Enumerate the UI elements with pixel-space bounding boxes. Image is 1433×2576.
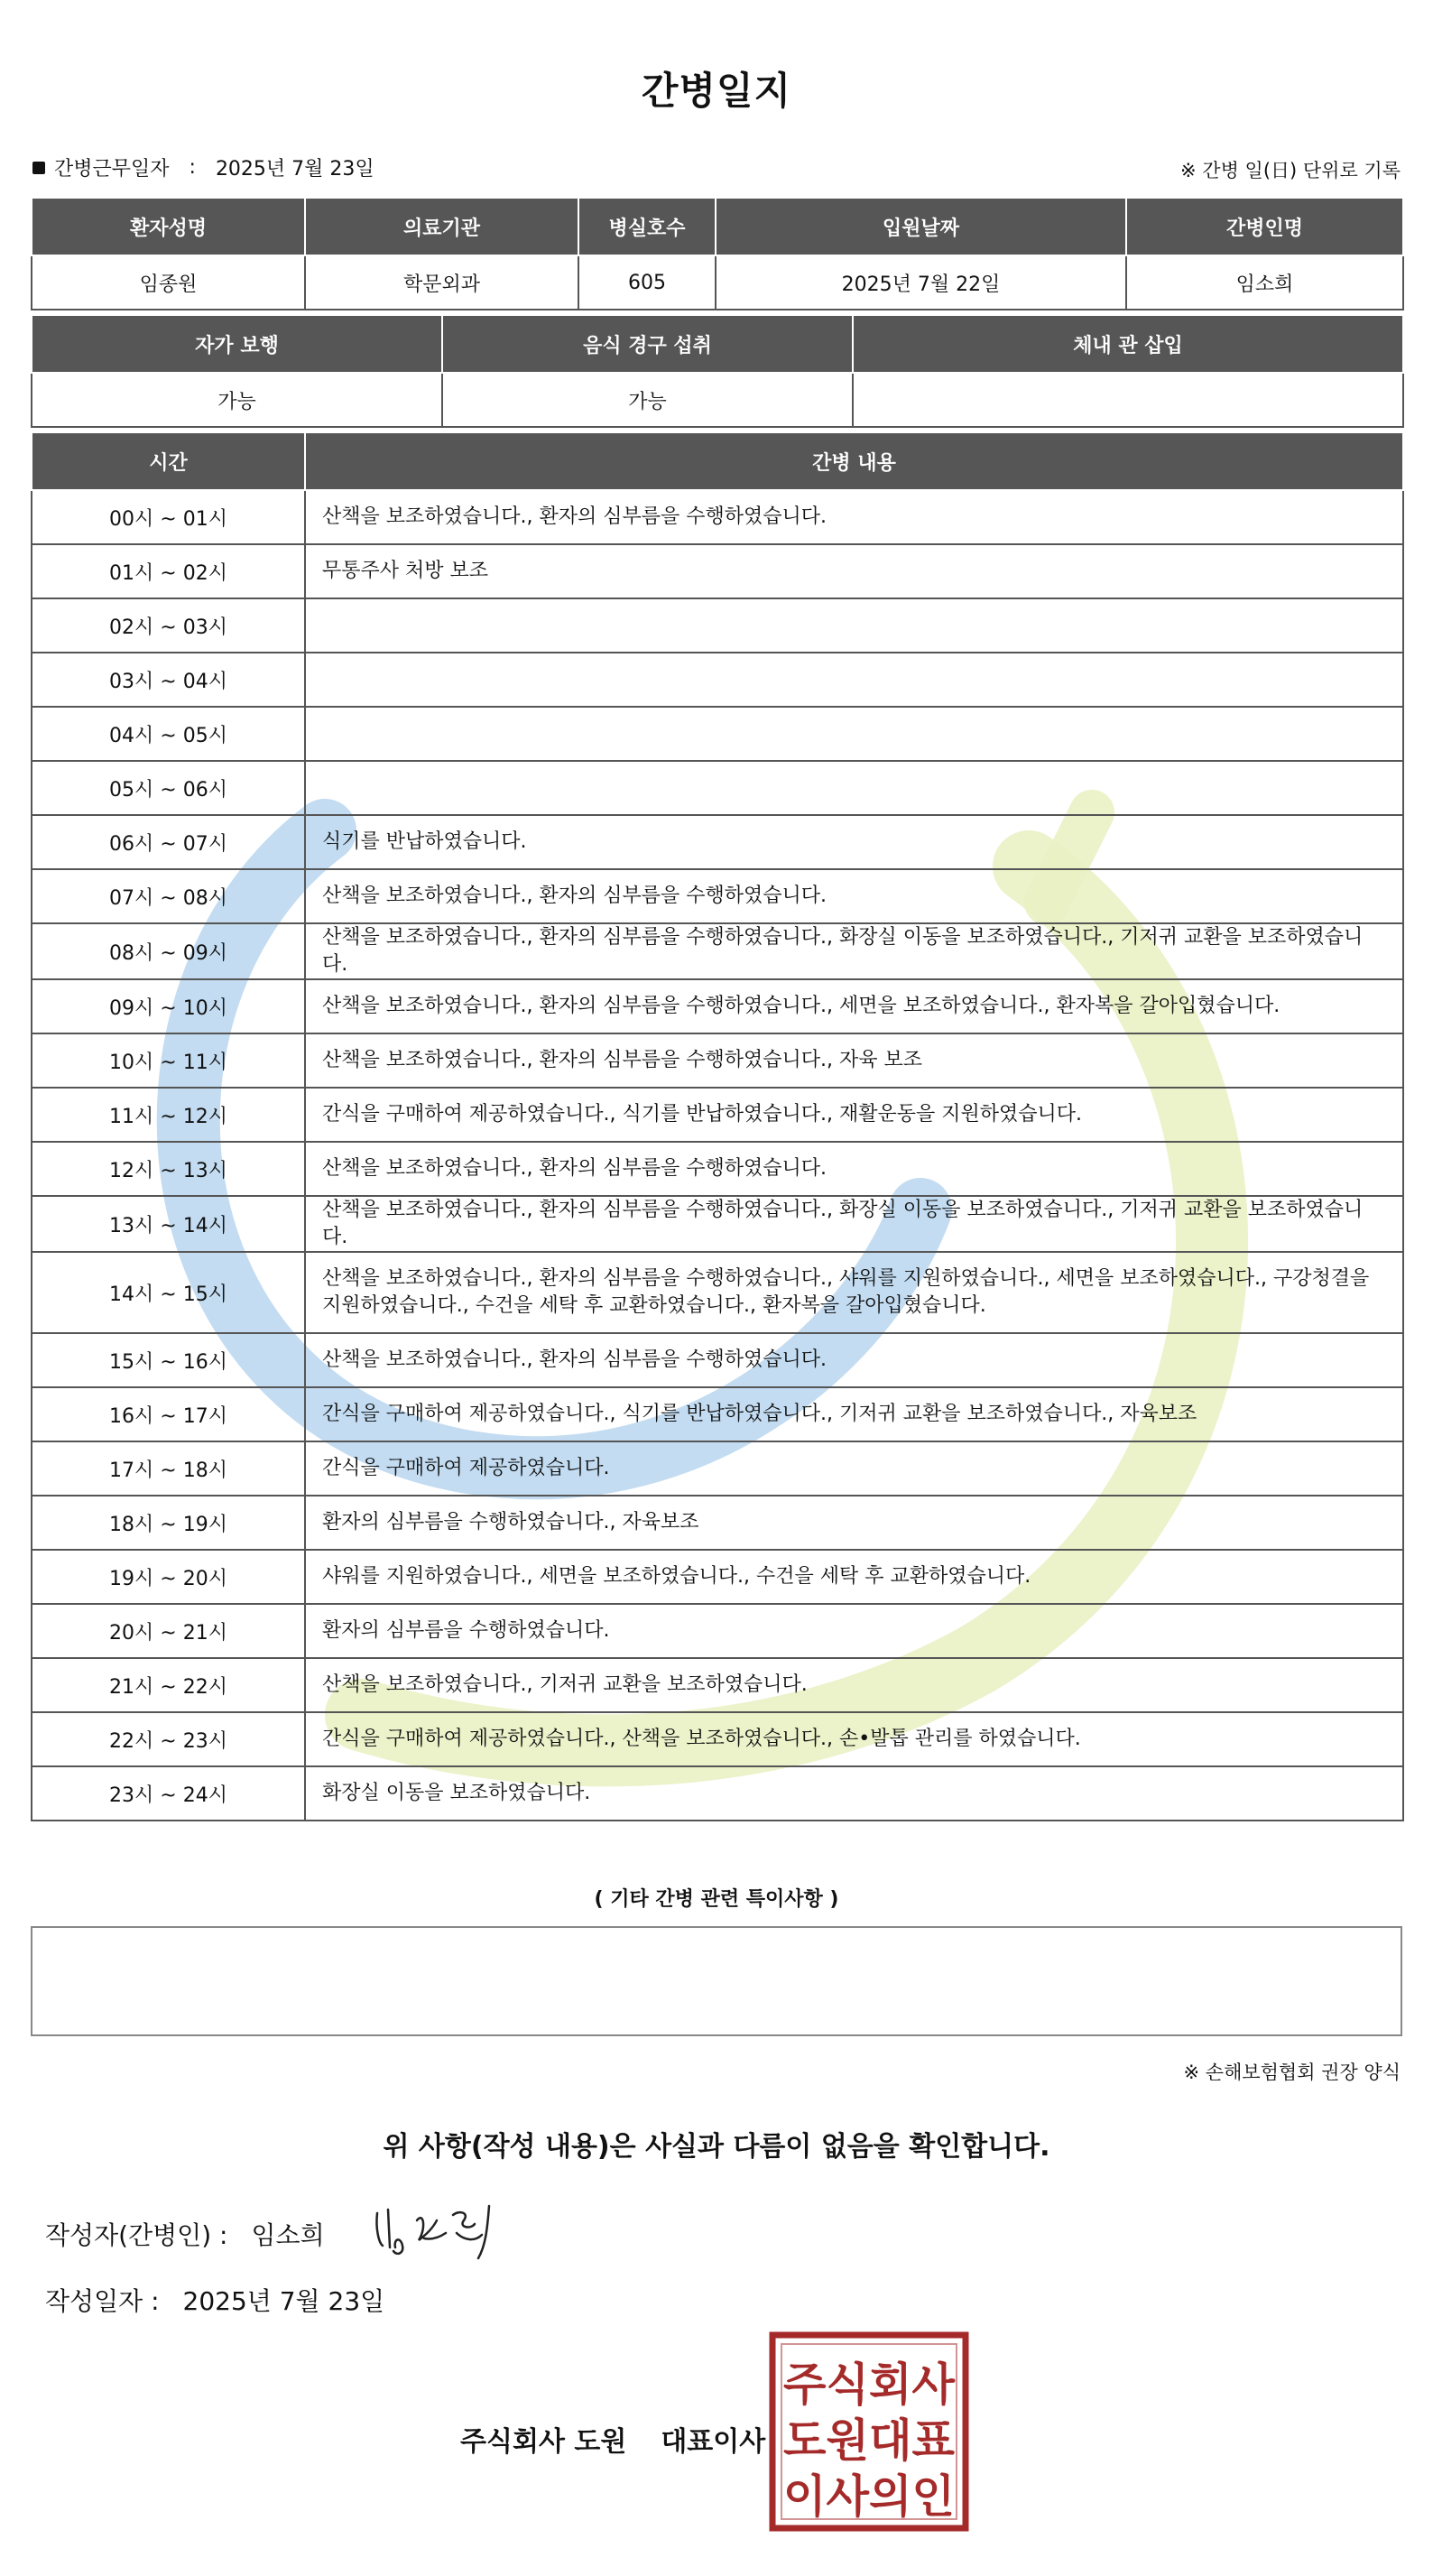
- content-cell: 환자의 심부름을 수행하였습니다.: [305, 1604, 1403, 1658]
- content-cell: 간식을 구매하여 제공하였습니다., 식기를 반납하였습니다., 기저귀 교환을 보조하였습니다., 자육보조: [305, 1387, 1403, 1441]
- content-cell: 간식을 구매하여 제공하였습니다., 산책을 보조하였습니다., 손•발톱 관리를 하였습니다.: [305, 1712, 1403, 1766]
- header-hospital: 의료기관: [305, 199, 578, 255]
- work-date-label: 간병근무일자: [54, 158, 170, 181]
- time-cell: 08시 ~ 09시: [32, 923, 305, 979]
- square-bullet-icon: [32, 162, 45, 174]
- walking-value: 가능: [32, 373, 442, 427]
- time-cell: 04시 ~ 05시: [32, 707, 305, 761]
- time-cell: 10시 ~ 11시: [32, 1033, 305, 1088]
- patient-info-table: [31, 199, 1404, 310]
- content-cell: 산책을 보조하였습니다., 기저귀 교환을 보조하였습니다.: [305, 1658, 1403, 1712]
- hospital-name: 학문외과: [305, 255, 578, 310]
- table-row: [32, 1196, 1403, 1252]
- content-cell: 간식을 구매하여 제공하였습니다., 식기를 반납하였습니다., 재활운동을 지원하였습니다.: [305, 1088, 1403, 1142]
- content-cell: [305, 598, 1403, 653]
- content-cell: 환자의 심부름을 수행하였습니다., 자육보조: [305, 1496, 1403, 1550]
- written-date-label: 작성일자 :: [45, 2286, 160, 2316]
- content-cell: 간식을 구매하여 제공하였습니다.: [305, 1441, 1403, 1496]
- header-admission-date: 입원날짜: [716, 199, 1126, 255]
- time-cell: 22시 ~ 23시: [32, 1712, 305, 1766]
- table-row: [32, 761, 1403, 815]
- content-cell: 무통주사 처방 보조: [305, 544, 1403, 598]
- patient-value-row: [32, 255, 1403, 310]
- header-care-content: 간병 내용: [305, 433, 1403, 490]
- recommendation-note: ※ 손해보험협회 권장 양식: [1183, 2062, 1401, 2083]
- time-cell: 18시 ~ 19시: [32, 1496, 305, 1550]
- representative-title: 대표이사: [661, 2426, 766, 2458]
- time-cell: 13시 ~ 14시: [32, 1196, 305, 1252]
- content-cell: 샤워를 지원하였습니다., 세면을 보조하였습니다., 수건을 세탁 후 교환하였습니다.: [305, 1550, 1403, 1604]
- time-cell: 23시 ~ 24시: [32, 1766, 305, 1821]
- time-cell: 00시 ~ 01시: [32, 490, 305, 544]
- time-cell: 09시 ~ 10시: [32, 979, 305, 1033]
- status-table: [31, 316, 1404, 428]
- work-date: [32, 153, 374, 181]
- content-cell: [305, 653, 1403, 707]
- status-header-row: [32, 316, 1403, 373]
- company-name: 주식회사 도원: [460, 2426, 627, 2458]
- header-caregiver: 간병인명: [1126, 199, 1403, 255]
- content-cell: 산책을 보조하였습니다., 환자의 심부름을 수행하였습니다.: [305, 490, 1403, 544]
- content-cell: [305, 761, 1403, 815]
- table-row: [32, 1604, 1403, 1658]
- unit-note: ※ 간병 일(日) 단위로 기록: [1180, 160, 1401, 181]
- table-row: [32, 544, 1403, 598]
- time-cell: 20시 ~ 21시: [32, 1604, 305, 1658]
- content-cell: 산책을 보조하였습니다., 환자의 심부름을 수행하였습니다.: [305, 1333, 1403, 1387]
- content-cell: [305, 707, 1403, 761]
- writer-line: [45, 2216, 325, 2252]
- content-cell: 산책을 보조하였습니다., 환자의 심부름을 수행하였습니다., 자육 보조: [305, 1033, 1403, 1088]
- svg-text:주식회사: 주식회사: [783, 2358, 956, 2411]
- header-tube: 체내 관 삽입: [853, 316, 1403, 373]
- table-row: [32, 1766, 1403, 1821]
- time-cell: 01시 ~ 02시: [32, 544, 305, 598]
- table-row: [32, 1441, 1403, 1496]
- time-cell: 02시 ~ 03시: [32, 598, 305, 653]
- confirmation-statement: 위 사항(작성 내용)은 사실과 다름이 없음을 확인합니다.: [383, 2131, 1050, 2163]
- content-cell: 산책을 보조하였습니다., 환자의 심부름을 수행하였습니다., 화장실 이동을 보조하였습니다., 기저귀 교환을 보조하였습니다.: [305, 923, 1403, 979]
- content-cell: 산책을 보조하였습니다., 환자의 심부름을 수행하였습니다., 화장실 이동을 보조하였습니다., 기저귀 교환을 보조하였습니다.: [305, 1196, 1403, 1252]
- admission-date: 2025년 7월 22일: [716, 255, 1126, 310]
- special-notes-box: [31, 1926, 1402, 2036]
- oral-intake-value: 가능: [442, 373, 853, 427]
- special-notes-title: ( 기타 간병 관련 특이사항 ): [594, 1888, 839, 1911]
- patient-header-row: [32, 199, 1403, 255]
- time-cell: 15시 ~ 16시: [32, 1333, 305, 1387]
- table-row: [32, 869, 1403, 923]
- content-cell: 산책을 보조하였습니다., 환자의 심부름을 수행하였습니다., 샤워를 지원하였습니다., 세면을 보조하였습니다., 구강청결을 지원하였습니다., 수건을 세탁 후 교환하였습니다., 환자복을 갈아입혔습니다.: [305, 1252, 1403, 1333]
- content-cell: 산책을 보조하였습니다., 환자의 심부름을 수행하였습니다.: [305, 869, 1403, 923]
- table-row: [32, 1387, 1403, 1441]
- header-patient-name: 환자성명: [32, 199, 305, 255]
- writer-name: 임소희: [251, 2220, 325, 2250]
- time-cell: 03시 ~ 04시: [32, 653, 305, 707]
- table-row: [32, 1142, 1403, 1196]
- time-cell: 11시 ~ 12시: [32, 1088, 305, 1142]
- time-cell: 19시 ~ 20시: [32, 1550, 305, 1604]
- written-date-value: 2025년 7월 23일: [182, 2286, 385, 2316]
- table-row: [32, 653, 1403, 707]
- company-line: [460, 2419, 765, 2459]
- time-cell: 12시 ~ 13시: [32, 1142, 305, 1196]
- table-row: [32, 1712, 1403, 1766]
- svg-text:이사의인: 이사의인: [783, 2470, 955, 2523]
- header-time: 시간: [32, 433, 305, 490]
- table-row: [32, 1033, 1403, 1088]
- content-cell: 화장실 이동을 보조하였습니다.: [305, 1766, 1403, 1821]
- table-row: [32, 1088, 1403, 1142]
- writer-label: 작성자(간병인) :: [45, 2220, 228, 2250]
- work-date-value: 2025년 7월 23일: [215, 158, 374, 181]
- handwritten-signature: [370, 2193, 505, 2266]
- table-row: [32, 490, 1403, 544]
- table-row: [32, 979, 1403, 1033]
- caregiver-name: 임소희: [1126, 255, 1403, 310]
- time-cell: 14시 ~ 15시: [32, 1252, 305, 1333]
- time-cell: 07시 ~ 08시: [32, 869, 305, 923]
- header-walking: 자가 보행: [32, 316, 442, 373]
- table-row: [32, 707, 1403, 761]
- table-row: [32, 815, 1403, 869]
- content-cell: 산책을 보조하였습니다., 환자의 심부름을 수행하였습니다., 세면을 보조하였습니다., 환자복을 갈아입혔습니다.: [305, 979, 1403, 1033]
- time-cell: 06시 ~ 07시: [32, 815, 305, 869]
- table-row: [32, 1658, 1403, 1712]
- header-room: 병실호수: [578, 199, 716, 255]
- table-row: [32, 1333, 1403, 1387]
- table-row: [32, 1252, 1403, 1333]
- tube-value: [853, 373, 1403, 427]
- table-row: [32, 1550, 1403, 1604]
- care-header-row: [32, 433, 1403, 490]
- room-number: 605: [578, 255, 716, 310]
- svg-text:도원대표: 도원대표: [783, 2414, 956, 2467]
- document-title: 간병일지: [641, 69, 792, 113]
- time-cell: 21시 ~ 22시: [32, 1658, 305, 1712]
- time-cell: 05시 ~ 06시: [32, 761, 305, 815]
- content-cell: 식기를 반납하였습니다.: [305, 815, 1403, 869]
- status-value-row: [32, 373, 1403, 427]
- content-cell: 산책을 보조하였습니다., 환자의 심부름을 수행하였습니다.: [305, 1142, 1403, 1196]
- written-date-line: [45, 2282, 384, 2318]
- patient-name: 임종원: [32, 255, 305, 310]
- table-row: [32, 1496, 1403, 1550]
- care-log-table: [31, 433, 1404, 1821]
- header-oral-intake: 음식 경구 섭취: [442, 316, 853, 373]
- time-cell: 17시 ~ 18시: [32, 1441, 305, 1496]
- company-seal-stamp: [769, 2331, 969, 2532]
- table-row: [32, 923, 1403, 979]
- work-date-separator: :: [189, 156, 196, 179]
- table-row: [32, 598, 1403, 653]
- time-cell: 16시 ~ 17시: [32, 1387, 305, 1441]
